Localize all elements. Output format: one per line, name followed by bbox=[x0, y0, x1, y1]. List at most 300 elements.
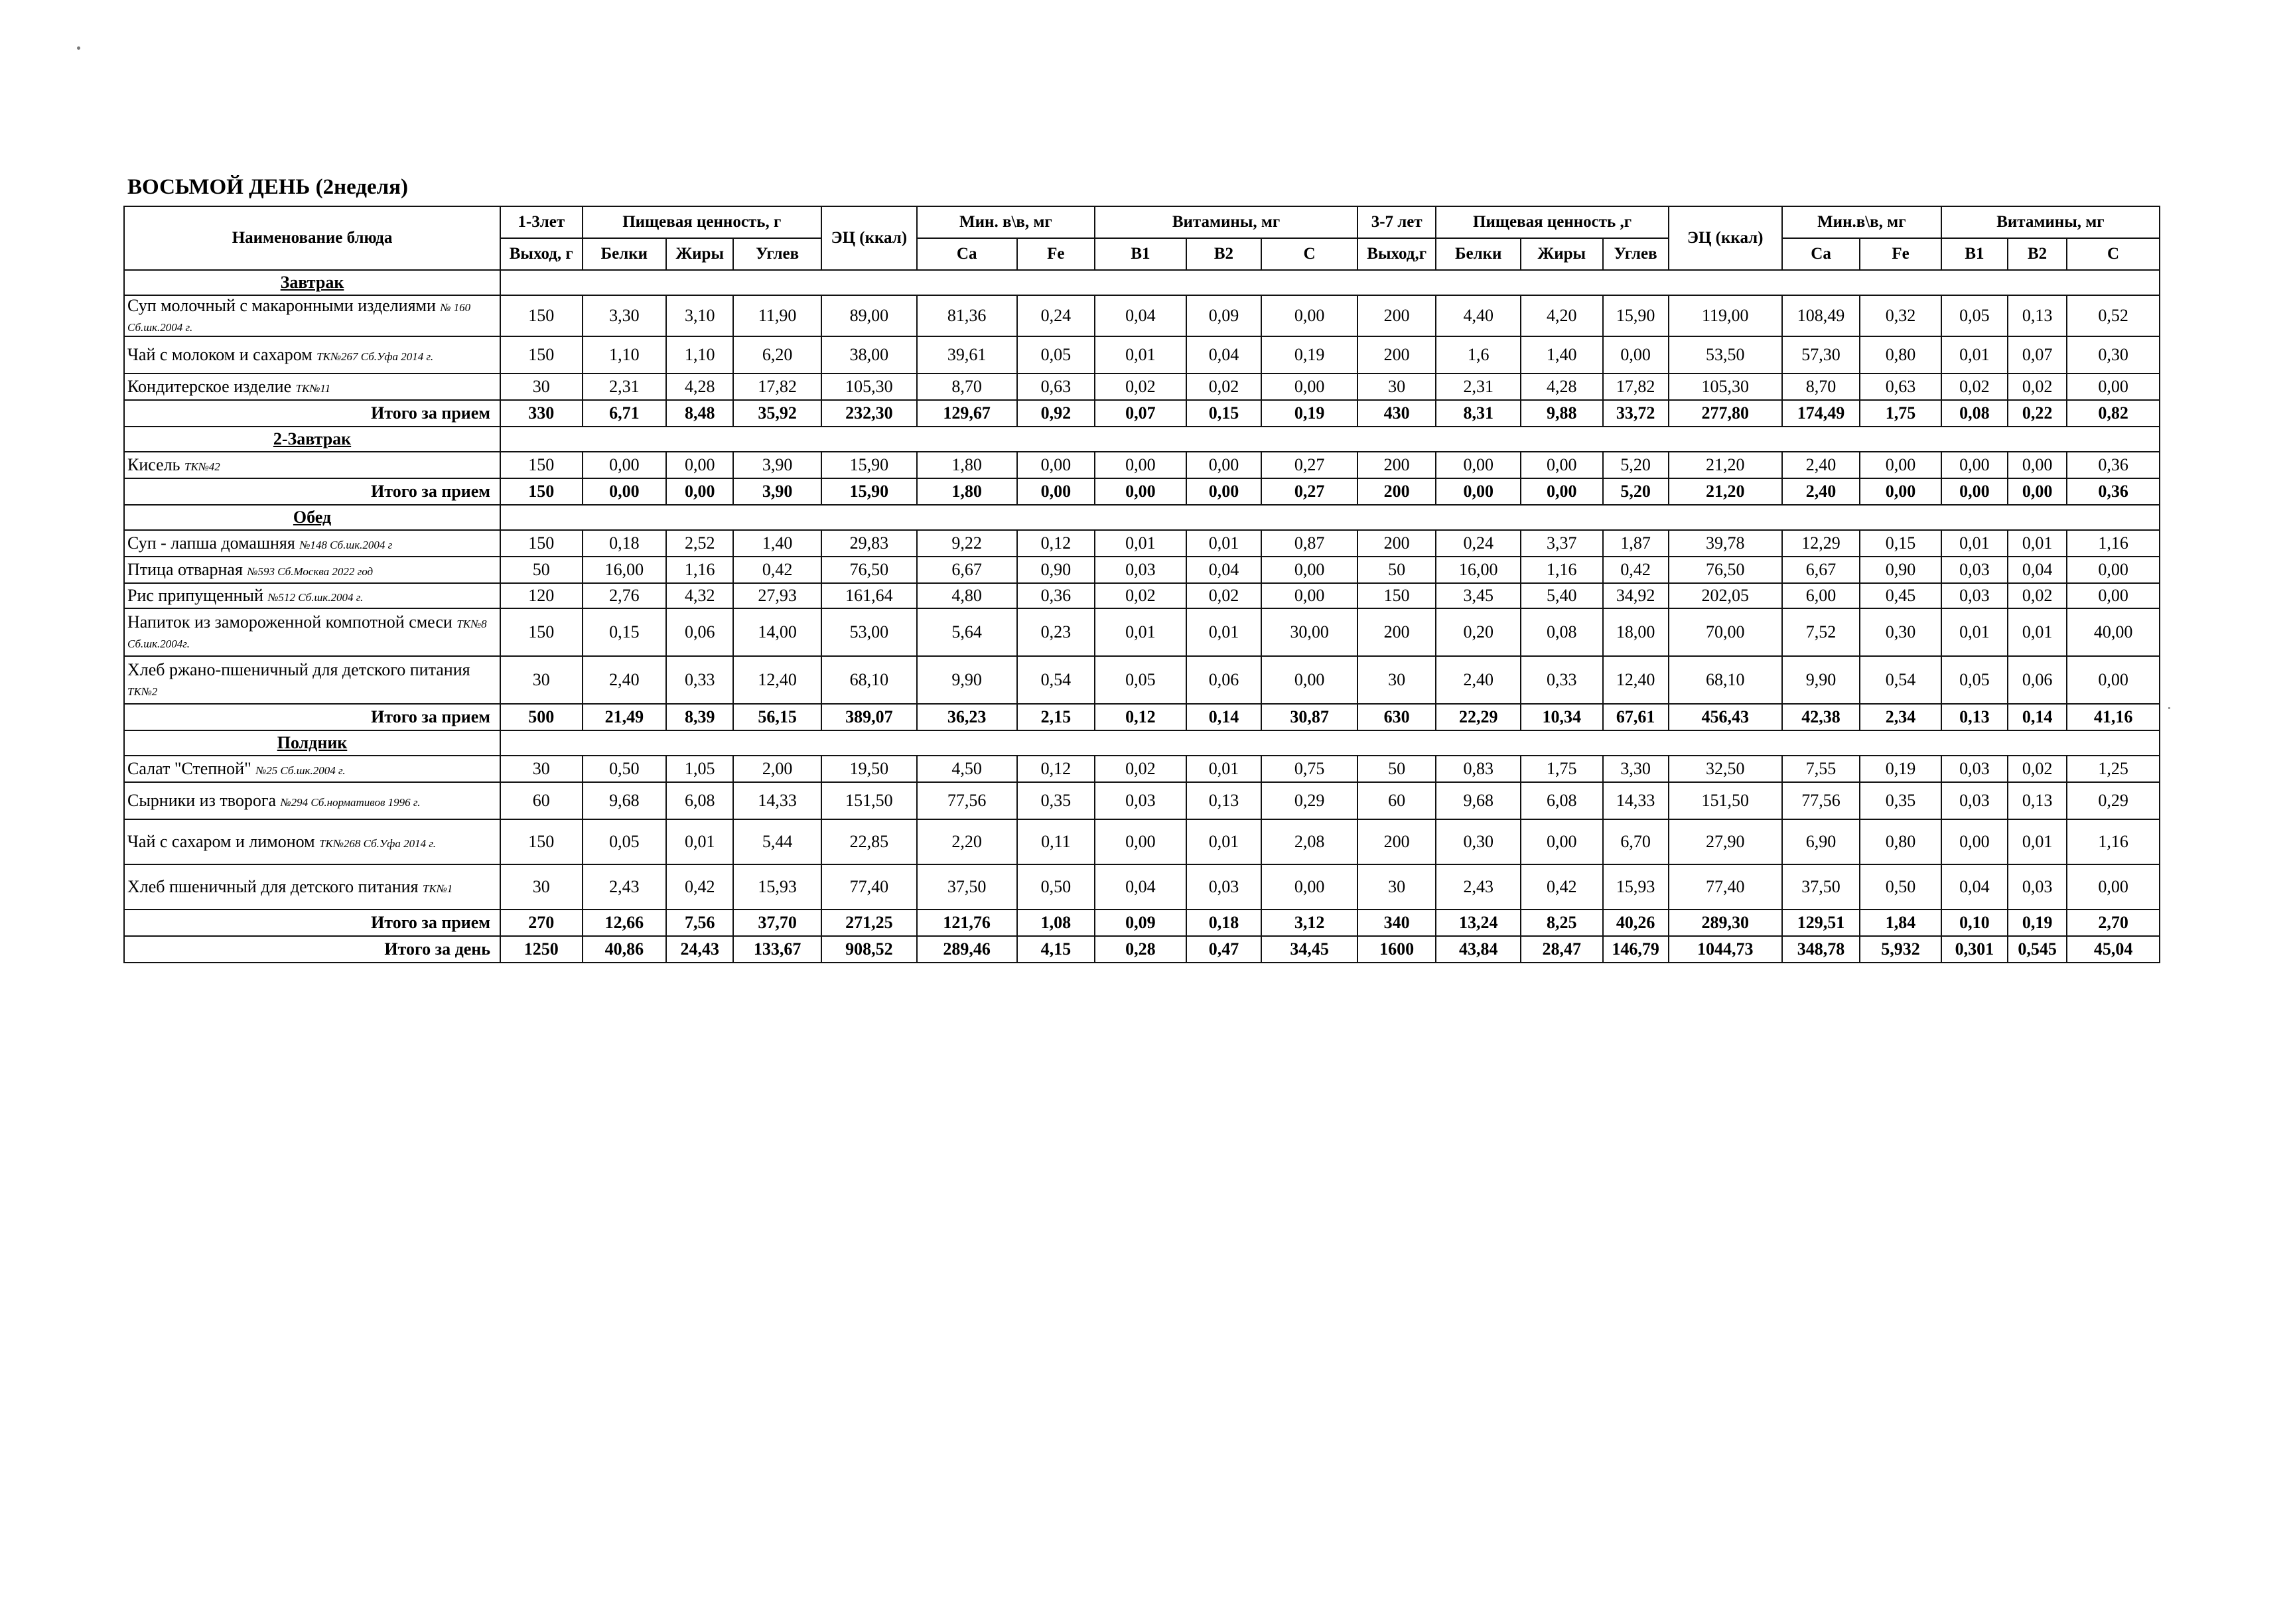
total-label: Итого за прием bbox=[124, 400, 500, 427]
table-cell: 2,40 bbox=[1436, 656, 1521, 704]
table-cell: 21,20 bbox=[1669, 478, 1782, 505]
table-cell: 0,80 bbox=[1860, 336, 1941, 373]
table-cell: 150 bbox=[500, 819, 583, 864]
dish-name-cell bbox=[124, 864, 500, 910]
table-cell: 0,01 bbox=[1186, 608, 1261, 656]
table-cell: 0,00 bbox=[1261, 295, 1357, 336]
section-header-row bbox=[124, 427, 2160, 452]
table-cell: 289,46 bbox=[917, 936, 1017, 963]
table-cell: 0,03 bbox=[1941, 557, 2008, 583]
table-cell: 0,00 bbox=[2067, 373, 2160, 400]
dish-name: Кондитерское изделие bbox=[127, 376, 292, 396]
section-title: 2-Завтрак bbox=[124, 427, 500, 452]
table-row bbox=[124, 819, 2160, 864]
table-cell: 5,20 bbox=[1603, 478, 1669, 505]
col-header-out1: Выход, г bbox=[500, 238, 583, 270]
table-cell: 150 bbox=[500, 336, 583, 373]
table-cell: 0,00 bbox=[1095, 452, 1186, 478]
table-cell: 200 bbox=[1357, 819, 1436, 864]
table-cell: 0,32 bbox=[1860, 295, 1941, 336]
recipe-reference: №25 Сб.шк.2004 г. bbox=[255, 764, 346, 777]
table-cell: 0,00 bbox=[666, 478, 733, 505]
table-cell: 0,13 bbox=[2008, 295, 2067, 336]
table-row bbox=[124, 530, 2160, 557]
col-header-vit1: Витамины, мг bbox=[1095, 206, 1357, 238]
table-cell: 8,25 bbox=[1521, 910, 1603, 936]
dish-name: Хлеб пшеничный для детского питания bbox=[127, 876, 419, 896]
table-cell: 0,00 bbox=[583, 452, 667, 478]
table-cell: 1,6 bbox=[1436, 336, 1521, 373]
table-cell: 0,12 bbox=[1017, 756, 1095, 782]
table-cell: 0,00 bbox=[1860, 452, 1941, 478]
table-cell: 2,52 bbox=[666, 530, 733, 557]
table-cell: 0,00 bbox=[1261, 864, 1357, 910]
table-cell: 0,08 bbox=[1941, 400, 2008, 427]
table-cell: 3,45 bbox=[1436, 583, 1521, 608]
table-cell: 4,28 bbox=[1521, 373, 1603, 400]
table-cell: 630 bbox=[1357, 704, 1436, 730]
dish-name: Суп молочный с макаронными изделиями bbox=[127, 296, 436, 315]
total-row bbox=[124, 910, 2160, 936]
table-cell: 0,01 bbox=[1186, 819, 1261, 864]
table-cell: 4,50 bbox=[917, 756, 1017, 782]
col-header-energy1: ЭЦ (ккал) bbox=[821, 206, 917, 270]
table-cell: 8,39 bbox=[666, 704, 733, 730]
table-cell: 151,50 bbox=[1669, 782, 1782, 819]
dish-name: Птица отварная bbox=[127, 559, 243, 579]
table-body bbox=[124, 270, 2160, 963]
table-row bbox=[124, 373, 2160, 400]
table-cell: 0,54 bbox=[1860, 656, 1941, 704]
table-cell: 0,05 bbox=[1017, 336, 1095, 373]
table-cell: 0,63 bbox=[1860, 373, 1941, 400]
table-cell: 39,78 bbox=[1669, 530, 1782, 557]
table-cell: 43,84 bbox=[1436, 936, 1521, 963]
table-cell: 81,36 bbox=[917, 295, 1017, 336]
table-cell: 0,90 bbox=[1017, 557, 1095, 583]
table-cell: 0,42 bbox=[1521, 864, 1603, 910]
table-cell: 0,19 bbox=[2008, 910, 2067, 936]
table-cell: 0,00 bbox=[1186, 478, 1261, 505]
table-cell: 5,932 bbox=[1860, 936, 1941, 963]
table-cell: 0,02 bbox=[2008, 583, 2067, 608]
table-cell: 1,16 bbox=[1521, 557, 1603, 583]
table-cell: 150 bbox=[500, 530, 583, 557]
dish-name: Чай с молоком и сахаром bbox=[127, 344, 313, 364]
table-cell: 0,03 bbox=[2008, 864, 2067, 910]
col-header-carb2: Углев bbox=[1603, 238, 1669, 270]
dish-name-cell bbox=[124, 336, 500, 373]
table-cell: 0,12 bbox=[1017, 530, 1095, 557]
table-cell: 0,545 bbox=[2008, 936, 2067, 963]
table-cell: 456,43 bbox=[1669, 704, 1782, 730]
table-cell: 27,90 bbox=[1669, 819, 1782, 864]
table-cell: 22,85 bbox=[821, 819, 917, 864]
table-cell: 500 bbox=[500, 704, 583, 730]
table-cell: 10,34 bbox=[1521, 704, 1603, 730]
table-cell: 1,75 bbox=[1860, 400, 1941, 427]
table-cell: 0,35 bbox=[1017, 782, 1095, 819]
col-header-c-2: C bbox=[2067, 238, 2160, 270]
table-cell: 2,43 bbox=[583, 864, 667, 910]
table-cell: 68,10 bbox=[1669, 656, 1782, 704]
table-cell: 2,20 bbox=[917, 819, 1017, 864]
table-cell: 0,08 bbox=[1521, 608, 1603, 656]
table-cell: 0,52 bbox=[2067, 295, 2160, 336]
table-cell: 0,02 bbox=[1095, 756, 1186, 782]
col-header-b1-2: B1 bbox=[1941, 238, 2008, 270]
table-cell: 150 bbox=[500, 295, 583, 336]
col-header-energy2: ЭЦ (ккал) bbox=[1669, 206, 1782, 270]
total-label: Итого за прием bbox=[124, 910, 500, 936]
table-cell: 0,11 bbox=[1017, 819, 1095, 864]
table-cell: 0,00 bbox=[1261, 557, 1357, 583]
table-cell: 129,67 bbox=[917, 400, 1017, 427]
table-cell: 1,10 bbox=[666, 336, 733, 373]
table-cell: 2,40 bbox=[1782, 478, 1860, 505]
table-cell: 0,15 bbox=[583, 608, 667, 656]
table-cell: 2,76 bbox=[583, 583, 667, 608]
table-cell: 0,13 bbox=[1941, 704, 2008, 730]
table-cell: 0,22 bbox=[2008, 400, 2067, 427]
table-cell: 40,26 bbox=[1603, 910, 1669, 936]
table-cell: 14,33 bbox=[1603, 782, 1669, 819]
table-cell: 4,20 bbox=[1521, 295, 1603, 336]
table-cell: 8,31 bbox=[1436, 400, 1521, 427]
table-cell: 0,23 bbox=[1017, 608, 1095, 656]
table-cell: 12,40 bbox=[1603, 656, 1669, 704]
col-header-age1: 1-3лет bbox=[500, 206, 583, 238]
table-cell: 0,30 bbox=[1436, 819, 1521, 864]
table-cell: 89,00 bbox=[821, 295, 917, 336]
table-cell: 9,90 bbox=[917, 656, 1017, 704]
table-cell: 30,87 bbox=[1261, 704, 1357, 730]
table-cell: 1,08 bbox=[1017, 910, 1095, 936]
table-cell: 200 bbox=[1357, 295, 1436, 336]
table-cell: 105,30 bbox=[1669, 373, 1782, 400]
recipe-reference: №593 Сб.Москва 2022 год bbox=[247, 565, 374, 578]
col-header-min1: Мин. в\в, мг bbox=[917, 206, 1095, 238]
table-cell: 150 bbox=[500, 608, 583, 656]
table-cell: 9,90 bbox=[1782, 656, 1860, 704]
table-cell: 0,28 bbox=[1095, 936, 1186, 963]
table-cell: 0,00 bbox=[2067, 583, 2160, 608]
table-cell: 0,35 bbox=[1860, 782, 1941, 819]
table-cell: 7,56 bbox=[666, 910, 733, 936]
table-cell: 0,87 bbox=[1261, 530, 1357, 557]
page-title: ВОСЬМОЙ ДЕНЬ (2неделя) bbox=[127, 175, 409, 199]
table-cell: 3,90 bbox=[733, 478, 821, 505]
table-cell: 0,04 bbox=[1095, 864, 1186, 910]
table-cell: 30 bbox=[1357, 864, 1436, 910]
table-cell: 0,00 bbox=[2067, 557, 2160, 583]
table-cell: 4,28 bbox=[666, 373, 733, 400]
table-cell: 0,03 bbox=[1186, 864, 1261, 910]
table-cell: 37,50 bbox=[1782, 864, 1860, 910]
table-cell: 50 bbox=[1357, 557, 1436, 583]
table-row bbox=[124, 782, 2160, 819]
col-header-nutr2: Пищевая ценность ,г bbox=[1436, 206, 1668, 238]
table-cell: 6,90 bbox=[1782, 819, 1860, 864]
table-cell: 0,00 bbox=[1261, 583, 1357, 608]
section-spacer bbox=[500, 730, 2160, 756]
table-cell: 0,00 bbox=[1095, 478, 1186, 505]
table-cell: 9,68 bbox=[583, 782, 667, 819]
table-cell: 2,15 bbox=[1017, 704, 1095, 730]
table-cell: 0,42 bbox=[666, 864, 733, 910]
col-header-ca2: Ca bbox=[1782, 238, 1860, 270]
table-cell: 121,76 bbox=[917, 910, 1017, 936]
table-cell: 3,12 bbox=[1261, 910, 1357, 936]
table-cell: 7,55 bbox=[1782, 756, 1860, 782]
table-cell: 3,90 bbox=[733, 452, 821, 478]
table-cell: 150 bbox=[1357, 583, 1436, 608]
table-cell: 77,56 bbox=[917, 782, 1017, 819]
dish-name: Рис припущенный bbox=[127, 585, 263, 605]
table-cell: 67,61 bbox=[1603, 704, 1669, 730]
table-cell: 4,40 bbox=[1436, 295, 1521, 336]
table-cell: 0,01 bbox=[1186, 756, 1261, 782]
dish-name-cell bbox=[124, 608, 500, 656]
table-cell: 37,70 bbox=[733, 910, 821, 936]
col-header-ca1: Ca bbox=[917, 238, 1017, 270]
table-cell: 0,36 bbox=[2067, 452, 2160, 478]
table-cell: 77,40 bbox=[821, 864, 917, 910]
table-cell: 133,67 bbox=[733, 936, 821, 963]
table-cell: 76,50 bbox=[821, 557, 917, 583]
table-cell: 24,43 bbox=[666, 936, 733, 963]
table-cell: 0,47 bbox=[1186, 936, 1261, 963]
table-cell: 0,02 bbox=[1186, 373, 1261, 400]
table-cell: 0,27 bbox=[1261, 478, 1357, 505]
table-cell: 0,33 bbox=[1521, 656, 1603, 704]
table-cell: 0,33 bbox=[666, 656, 733, 704]
table-cell: 2,00 bbox=[733, 756, 821, 782]
table-cell: 0,24 bbox=[1017, 295, 1095, 336]
table-cell: 0,00 bbox=[2008, 452, 2067, 478]
table-cell: 16,00 bbox=[1436, 557, 1521, 583]
table-cell: 0,01 bbox=[666, 819, 733, 864]
table-cell: 0,83 bbox=[1436, 756, 1521, 782]
table-cell: 0,19 bbox=[1261, 400, 1357, 427]
table-cell: 12,66 bbox=[583, 910, 667, 936]
table-cell: 348,78 bbox=[1782, 936, 1860, 963]
table-cell: 1044,73 bbox=[1669, 936, 1782, 963]
recipe-reference: ТК№267 Сб.Уфа 2014 г. bbox=[316, 350, 434, 363]
table-cell: 17,82 bbox=[733, 373, 821, 400]
table-cell: 6,67 bbox=[1782, 557, 1860, 583]
table-cell: 271,25 bbox=[821, 910, 917, 936]
table-cell: 8,48 bbox=[666, 400, 733, 427]
table-cell: 15,93 bbox=[1603, 864, 1669, 910]
table-cell: 0,13 bbox=[1186, 782, 1261, 819]
table-cell: 0,00 bbox=[1941, 478, 2008, 505]
table-cell: 0,00 bbox=[1941, 452, 2008, 478]
col-header-b2-2: B2 bbox=[2008, 238, 2067, 270]
table-cell: 2,34 bbox=[1860, 704, 1941, 730]
table-cell: 0,00 bbox=[1860, 478, 1941, 505]
table-cell: 36,23 bbox=[917, 704, 1017, 730]
col-header-c-1: C bbox=[1261, 238, 1357, 270]
table-cell: 4,80 bbox=[917, 583, 1017, 608]
table-cell: 389,07 bbox=[821, 704, 917, 730]
table-cell: 32,50 bbox=[1669, 756, 1782, 782]
table-cell: 0,07 bbox=[2008, 336, 2067, 373]
table-cell: 0,42 bbox=[733, 557, 821, 583]
table-cell: 277,80 bbox=[1669, 400, 1782, 427]
table-cell: 0,00 bbox=[1521, 452, 1603, 478]
table-cell: 70,00 bbox=[1669, 608, 1782, 656]
table-cell: 9,68 bbox=[1436, 782, 1521, 819]
table-cell: 0,00 bbox=[1521, 478, 1603, 505]
table-cell: 232,30 bbox=[821, 400, 917, 427]
table-cell: 0,00 bbox=[666, 452, 733, 478]
table-cell: 1,75 bbox=[1521, 756, 1603, 782]
table-cell: 200 bbox=[1357, 608, 1436, 656]
table-cell: 0,20 bbox=[1436, 608, 1521, 656]
table-cell: 5,40 bbox=[1521, 583, 1603, 608]
col-header-protein2: Белки bbox=[1436, 238, 1521, 270]
table-cell: 0,04 bbox=[2008, 557, 2067, 583]
table-cell: 30 bbox=[500, 864, 583, 910]
table-cell: 6,67 bbox=[917, 557, 1017, 583]
col-header-name: Наименование блюда bbox=[124, 206, 500, 270]
dish-name: Напиток из замороженной компотной смеси bbox=[127, 612, 452, 632]
table-cell: 2,31 bbox=[583, 373, 667, 400]
recipe-reference: №148 Сб.шк.2004 г bbox=[299, 538, 393, 551]
table-cell: 0,02 bbox=[1186, 583, 1261, 608]
col-header-fat1: Жиры bbox=[666, 238, 733, 270]
table-cell: 22,29 bbox=[1436, 704, 1521, 730]
table-cell: 1600 bbox=[1357, 936, 1436, 963]
recipe-reference: № 160 Сб.шк.2004 г. bbox=[127, 301, 471, 334]
total-row bbox=[124, 400, 2160, 427]
table-cell: 1,16 bbox=[666, 557, 733, 583]
table-cell: 5,20 bbox=[1603, 452, 1669, 478]
table-cell: 76,50 bbox=[1669, 557, 1782, 583]
dish-name-cell bbox=[124, 530, 500, 557]
table-cell: 430 bbox=[1357, 400, 1436, 427]
table-cell: 0,15 bbox=[1186, 400, 1261, 427]
table-cell: 200 bbox=[1357, 530, 1436, 557]
dish-name: Салат "Степной" bbox=[127, 758, 251, 778]
table-cell: 0,12 bbox=[1095, 704, 1186, 730]
table-cell: 9,22 bbox=[917, 530, 1017, 557]
table-cell: 0,80 bbox=[1860, 819, 1941, 864]
table-cell: 0,02 bbox=[1941, 373, 2008, 400]
total-label: Итого за прием bbox=[124, 478, 500, 505]
section-spacer bbox=[500, 505, 2160, 530]
table-cell: 0,90 bbox=[1860, 557, 1941, 583]
table-cell: 6,08 bbox=[666, 782, 733, 819]
nutrition-table bbox=[123, 206, 2160, 963]
table-cell: 0,01 bbox=[2008, 819, 2067, 864]
table-cell: 42,38 bbox=[1782, 704, 1860, 730]
table-cell: 0,00 bbox=[1603, 336, 1669, 373]
table-cell: 6,71 bbox=[583, 400, 667, 427]
table-cell: 30,00 bbox=[1261, 608, 1357, 656]
dish-name: Суп - лапша домашняя bbox=[127, 533, 295, 553]
table-cell: 0,00 bbox=[1095, 819, 1186, 864]
table-cell: 18,00 bbox=[1603, 608, 1669, 656]
table-cell: 35,92 bbox=[733, 400, 821, 427]
table-cell: 0,301 bbox=[1941, 936, 2008, 963]
table-cell: 30 bbox=[500, 656, 583, 704]
day-total-row bbox=[124, 936, 2160, 963]
table-cell: 0,54 bbox=[1017, 656, 1095, 704]
table-cell: 8,70 bbox=[1782, 373, 1860, 400]
table-cell: 30 bbox=[1357, 373, 1436, 400]
table-cell: 77,56 bbox=[1782, 782, 1860, 819]
table-cell: 0,06 bbox=[1186, 656, 1261, 704]
table-cell: 5,44 bbox=[733, 819, 821, 864]
col-header-min2: Мин.в\в, мг bbox=[1782, 206, 1941, 238]
table-cell: 4,15 bbox=[1017, 936, 1095, 963]
table-cell: 289,30 bbox=[1669, 910, 1782, 936]
dish-name-cell bbox=[124, 557, 500, 583]
section-spacer bbox=[500, 427, 2160, 452]
table-cell: 12,40 bbox=[733, 656, 821, 704]
table-cell: 0,00 bbox=[2067, 656, 2160, 704]
table-cell: 1,84 bbox=[1860, 910, 1941, 936]
table-cell: 68,10 bbox=[821, 656, 917, 704]
table-row bbox=[124, 557, 2160, 583]
table-cell: 200 bbox=[1357, 336, 1436, 373]
table-cell: 53,50 bbox=[1669, 336, 1782, 373]
table-cell: 1,10 bbox=[583, 336, 667, 373]
table-cell: 41,16 bbox=[2067, 704, 2160, 730]
table-cell: 34,45 bbox=[1261, 936, 1357, 963]
table-cell: 1,16 bbox=[2067, 530, 2160, 557]
table-cell: 1,40 bbox=[1521, 336, 1603, 373]
table-cell: 0,36 bbox=[1017, 583, 1095, 608]
dish-name-cell bbox=[124, 819, 500, 864]
table-cell: 0,14 bbox=[1186, 704, 1261, 730]
table-row bbox=[124, 583, 2160, 608]
col-header-fe1: Fe bbox=[1017, 238, 1095, 270]
table-cell: 0,00 bbox=[2067, 864, 2160, 910]
dish-name: Сырники из творога bbox=[127, 790, 277, 810]
dish-name-cell bbox=[124, 295, 500, 336]
dish-name-cell bbox=[124, 782, 500, 819]
table-row bbox=[124, 656, 2160, 704]
table-cell: 0,00 bbox=[1436, 478, 1521, 505]
recipe-reference: ТК№11 bbox=[295, 381, 331, 395]
table-cell: 6,08 bbox=[1521, 782, 1603, 819]
table-cell: 0,07 bbox=[1095, 400, 1186, 427]
table-cell: 6,70 bbox=[1603, 819, 1669, 864]
table-cell: 0,01 bbox=[1095, 336, 1186, 373]
table-cell: 0,50 bbox=[1860, 864, 1941, 910]
table-cell: 27,93 bbox=[733, 583, 821, 608]
table-cell: 120 bbox=[500, 583, 583, 608]
table-cell: 0,92 bbox=[1017, 400, 1095, 427]
table-cell: 0,00 bbox=[1261, 373, 1357, 400]
table-cell: 0,00 bbox=[1261, 656, 1357, 704]
table-cell: 14,33 bbox=[733, 782, 821, 819]
table-cell: 0,01 bbox=[1186, 530, 1261, 557]
table-cell: 0,05 bbox=[583, 819, 667, 864]
table-cell: 0,29 bbox=[2067, 782, 2160, 819]
table-cell: 50 bbox=[1357, 756, 1436, 782]
table-cell: 1,40 bbox=[733, 530, 821, 557]
table-cell: 1,80 bbox=[917, 452, 1017, 478]
table-cell: 0,03 bbox=[1095, 557, 1186, 583]
table-cell: 150 bbox=[500, 452, 583, 478]
table-cell: 50 bbox=[500, 557, 583, 583]
table-cell: 200 bbox=[1357, 478, 1436, 505]
table-cell: 0,04 bbox=[1095, 295, 1186, 336]
